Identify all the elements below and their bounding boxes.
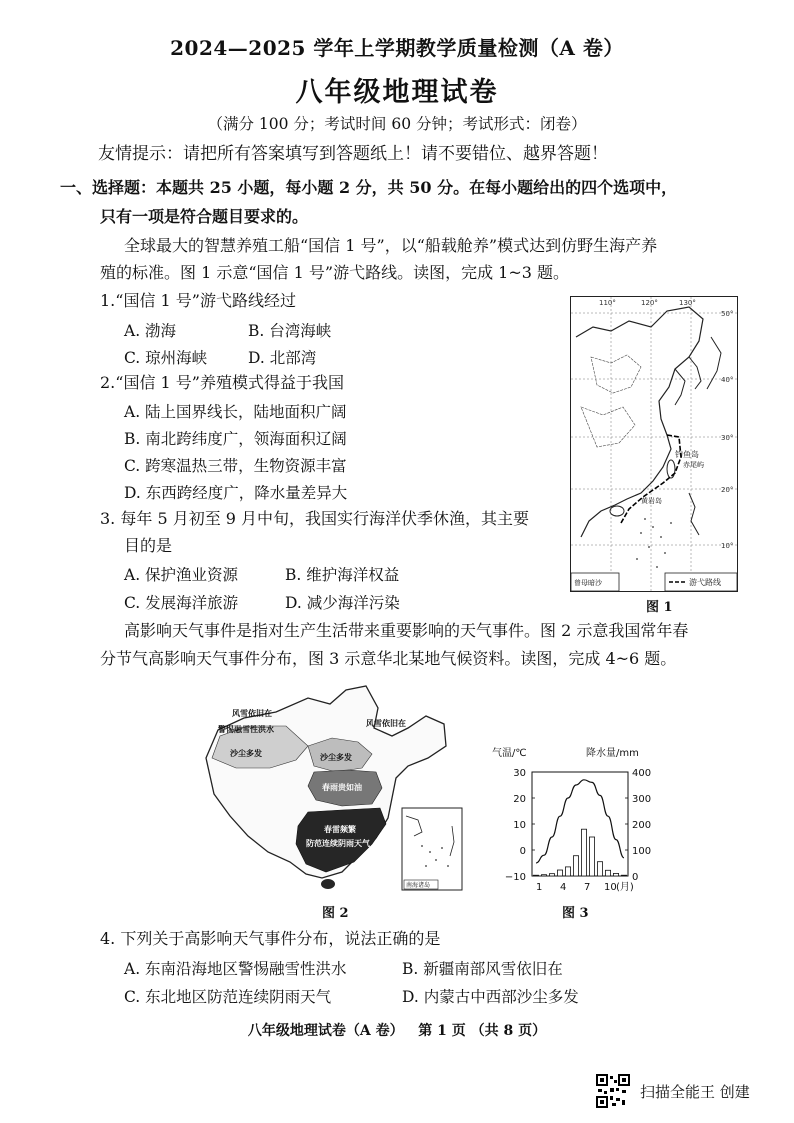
fig1-place-zengmu: 曾母暗沙 (574, 579, 602, 587)
exam-title: 2024—2025 学年上学期教学质量检测（A 卷） (170, 36, 624, 60)
fig3-precip-bar (613, 873, 618, 876)
fig2-label-dust-west: 沙尘多发 (230, 749, 262, 758)
figure3-chart (490, 744, 660, 894)
question-2-stem: 2.“国信 1 号”养殖模式得益于我国 (100, 373, 344, 392)
fig2-label-oil: 春雨贵如油 (322, 783, 362, 792)
question-1-stem: 1.“国信 1 号”游弋路线经过 (100, 291, 296, 310)
section-heading-line1: 一、选择题：本题共 25 小题，每小题 2 分，共 50 分。在每小题给出的四个选项中， (60, 178, 678, 197)
fig3-temp-tick: 10 (513, 820, 526, 831)
fig3-temp-tick: 0 (519, 846, 526, 857)
fig3-month-tick: 7 (584, 882, 591, 893)
fig2-label-xj-north: 风雪依旧在 (232, 709, 272, 718)
fig3-precip-tick: 300 (632, 794, 652, 805)
fig3-temp-tick: −10 (504, 872, 526, 883)
subject-title: 八年级地理试卷 (295, 77, 499, 108)
fig1-legend-route: 游弋路线 (689, 578, 721, 587)
figure1-map-svg (571, 297, 737, 591)
fig3-temperature-curve (536, 780, 624, 863)
q2-option-a[interactable]: A. 陆上国界线长，陆地面积广阔 (124, 403, 347, 421)
fig3-precip-label: 降水量/mm (586, 748, 639, 759)
q1-option-a[interactable]: A. 渤海 (124, 322, 177, 340)
q3-option-d[interactable]: D. 减少海洋污染 (285, 594, 400, 612)
fig1-lat-label: 20° (721, 486, 734, 494)
fig3-precip-bar (621, 875, 626, 876)
fig3-plot-frame (532, 772, 628, 876)
fig1-lon-label: 120° (641, 299, 658, 307)
fig1-lat-label: 40° (721, 376, 734, 384)
q2-option-c[interactable]: C. 跨寒温热三带，生物资源丰富 (124, 457, 347, 475)
passage1-line2: 殖的标准。图 1 示意“国信 1 号”游弋路线。读图，完成 1~3 题。 (100, 263, 570, 282)
figure2-caption: 图 2 (322, 906, 349, 921)
figure1-caption: 图 1 (646, 600, 673, 615)
figure2-map (196, 676, 468, 896)
q3-option-c[interactable]: C. 发展海洋旅游 (124, 594, 239, 612)
fig3-precip-bar (549, 874, 554, 876)
q4-option-a[interactable]: A. 东南沿海地区警惕融雪性洪水 (124, 960, 347, 978)
fig3-month-tick: 1 (536, 882, 543, 893)
fig3-precip-bar (573, 856, 578, 876)
fig3-precip-tick: 200 (632, 820, 652, 831)
fig3-precip-bar (557, 870, 562, 876)
figure2-map-svg (196, 676, 468, 896)
q2-option-b[interactable]: B. 南北跨纬度广，领海面积辽阔 (124, 430, 347, 448)
question-3-stem-line2: 目的是 (124, 536, 173, 555)
fig3-precip-bar (565, 867, 570, 876)
fig3-temp-tick: 20 (513, 794, 526, 805)
figure3-chart-svg (490, 744, 660, 894)
fig3-precip-bar (581, 829, 586, 876)
figure3-caption: 图 3 (562, 906, 589, 921)
q1-option-c[interactable]: C. 琼州海峡 (124, 349, 208, 367)
fig1-lat-label: 50° (721, 310, 734, 318)
fig2-label-south-1: 春雷频繁 (324, 825, 356, 834)
fig3-precip-bar (597, 862, 602, 876)
exam-info: （满分 100 分；考试时间 60 分钟；考试形式：闭卷） (207, 115, 587, 133)
fig1-place-huangyan: 黄岩岛 (641, 497, 662, 505)
fig3-temp-tick: 30 (513, 768, 526, 779)
fig3-precip-tick: 400 (632, 768, 652, 779)
question-4-stem: 4. 下列关于高影响天气事件分布，说法正确的是 (100, 929, 441, 948)
page-footer: 八年级地理试卷（A 卷） 第 1 页 （共 8 页） (247, 1023, 547, 1039)
fig3-precip-bar (589, 837, 594, 876)
q1-option-d[interactable]: D. 北部湾 (248, 349, 317, 367)
fig3-temp-label: 气温/℃ (492, 748, 527, 759)
q4-option-b[interactable]: B. 新疆南部风雪依旧在 (402, 960, 563, 978)
fig3-precip-tick: 0 (632, 872, 639, 883)
fig1-place-diaoyu: 钓鱼岛 (675, 450, 699, 459)
fig2-label-dust-north: 沙尘多发 (320, 753, 352, 762)
fig1-lon-label: 110° (599, 299, 616, 307)
q2-option-d[interactable]: D. 东西跨经度广，降水量差异大 (124, 484, 348, 502)
fig1-lat-label: 30° (721, 434, 734, 442)
fig3-precip-bar (541, 875, 546, 876)
fig2-label-south-2: 防范连续阴雨天气 (306, 839, 370, 848)
q3-option-b[interactable]: B. 维护海洋权益 (285, 566, 400, 584)
fig2-label-ne: 风雪依旧在 (366, 719, 406, 728)
passage2-line1: 高影响天气事件是指对生产生活带来重要影响的天气事件。图 2 示意我国常年春 (124, 621, 689, 640)
reminder: 友情提示：请把所有答案填写到答题纸上！请不要错位、越界答题！ (98, 144, 608, 164)
fig3-month-tick: (月) (616, 882, 634, 893)
fig1-place-chiwei: 赤尾屿 (683, 461, 704, 469)
q3-option-a[interactable]: A. 保护渔业资源 (124, 566, 239, 584)
fig3-precip-tick: 100 (632, 846, 652, 857)
fig3-precip-bar (605, 870, 610, 876)
q4-option-c[interactable]: C. 东北地区防范连续阴雨天气 (124, 988, 332, 1006)
passage1-line1: 全球最大的智慧养殖工船“国信 1 号”，以“船载舱养”模式达到仿野生海产养 (124, 236, 658, 255)
figure1-map (570, 296, 738, 592)
question-3-stem-line1: 3. 每年 5 月初至 9 月中旬，我国实行海洋伏季休渔，其主要 (100, 509, 530, 528)
q1-option-b[interactable]: B. 台湾海峡 (248, 322, 332, 340)
fig1-lat-label: 10° (721, 542, 734, 550)
section-heading-line2: 只有一项是符合题目要求的。 (100, 207, 309, 226)
fig2-label-xj-flood: 警惕融雪性洪水 (218, 725, 274, 734)
fig1-lon-label: 130° (679, 299, 696, 307)
qr-code-icon (596, 1074, 630, 1108)
passage2-line2: 分节气高影响天气事件分布，图 3 示意华北某地气候资料。读图，完成 4~6 题。 (100, 649, 677, 668)
fig3-month-tick: 10 (604, 882, 617, 893)
fig3-month-tick: 4 (560, 882, 567, 893)
fig2-inset-label: 南海诸岛 (406, 882, 431, 889)
q4-option-d[interactable]: D. 内蒙古中西部沙尘多发 (402, 988, 579, 1006)
scanner-watermark: 扫描全能王 创建 (640, 1083, 750, 1101)
fig3-precip-bar (533, 875, 538, 876)
